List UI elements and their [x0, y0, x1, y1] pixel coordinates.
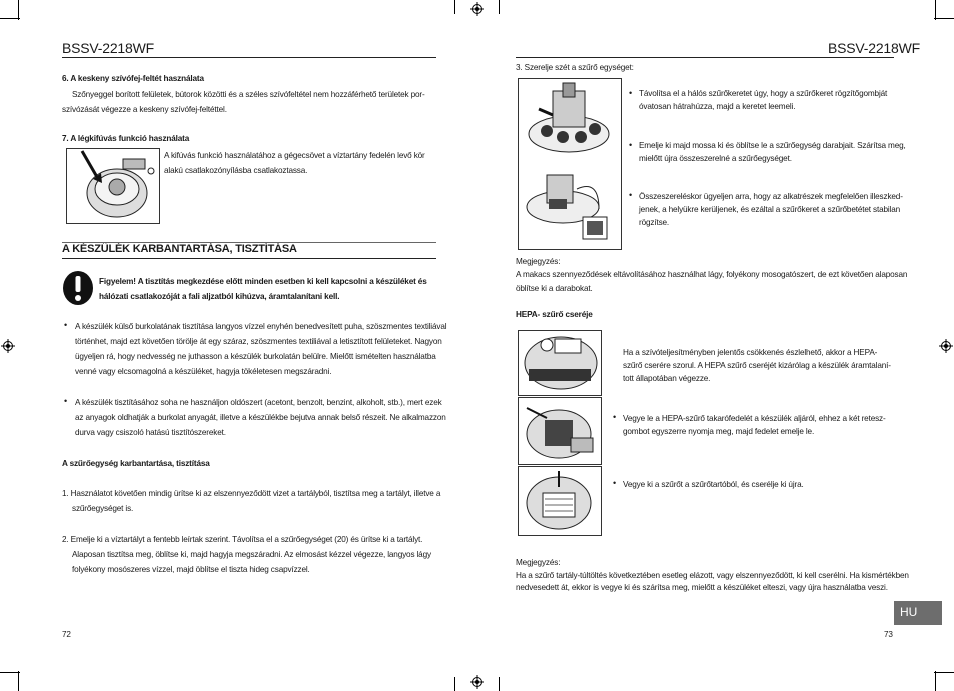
h1-line: szűrő cserére szorul. A HEPA szűrő cseréjét kizárólag a készülék áramtalaní-	[623, 361, 891, 370]
crop-mark	[454, 0, 455, 14]
filter-maintenance-title: A szűrőegység karbantartása, tisztítása	[62, 459, 210, 468]
crop-mark	[18, 671, 19, 691]
note-label: Megjegyzés:	[516, 257, 561, 266]
note1-line: A makacs szennyeződések eltávolításához használhat lágy, folyékony mosogatószert, de ezt követően alaposan	[516, 270, 908, 279]
note2-label: Megjegyzés:	[516, 558, 561, 567]
language-tab	[894, 601, 942, 625]
note1-line: öblítse ki a darabokat.	[516, 284, 593, 293]
h2-line: gombot egyszerre nyomja meg, majd fedelet emelje le.	[623, 427, 815, 436]
step2-line: 2. Emelje ki a víztartályt a fentebb leírtak szerint. Távolítsa el a szűrőegységet (20) és ürítse ki a tartályt.	[62, 535, 423, 544]
hepa-title: HEPA- szűrő cseréje	[516, 310, 593, 319]
hepa-illustration-2	[518, 397, 602, 465]
step2-line: Alaposan tisztítsa meg, öblítse ki, majd hagyja megszáradni. Az elmosást kézzel végezze, langyos lágy	[72, 550, 431, 559]
left-header-model: BSSV-2218WF	[62, 40, 154, 56]
crop-mark	[0, 18, 20, 19]
bullet: •	[629, 190, 633, 200]
b3-line: jenek, a helyükre kerüljenek, és ezáltal a szűrőkeret a szűrőbetétet stabilan	[639, 205, 901, 214]
step3: 3. Szerelje szét a szűrő egységet:	[516, 63, 634, 72]
bullet: •	[64, 320, 68, 330]
b2-line: mielőtt újra összeszerelné a szűrőegységet.	[639, 154, 792, 163]
bullet2-line: az anyagok oldhatják a burkolat anyagát, illetve a készülékbe bejutva annak belső részeit. Ne alkalmazzon	[75, 413, 446, 422]
warning-line: Figyelem! A tisztítás megkezdése előtt minden esetben ki kell kapcsolni a készüléket és	[99, 277, 427, 286]
s6-title: 6. A keskeny szívófej-feltét használata	[62, 74, 204, 83]
right-header-model: BSSV-2218WF	[828, 40, 920, 56]
registration-mark-icon	[470, 2, 484, 16]
registration-mark-icon	[1, 339, 15, 353]
registration-mark-icon	[470, 675, 484, 689]
note2-line: nedvesedett át, ekkor is vegye ki és szárítsa meg, mielőtt a készüléket elteszi, vagy újra használatba veszi.	[516, 583, 888, 592]
bullet: •	[64, 396, 68, 406]
crop-mark	[499, 0, 500, 14]
h1-line: Ha a szívóteljesítményben jelentős csökkenés észlelhető, akkor a HEPA-	[623, 348, 878, 357]
step1-line: szűrőegységet is.	[72, 504, 134, 513]
crop-mark	[934, 672, 954, 673]
filter-disassembly-illustration	[518, 78, 622, 250]
h2-line: Vegye le a HEPA-szűrő takarófedelét a készülék aljáról, ehhez a két retesz-	[623, 414, 886, 423]
crop-mark	[935, 671, 936, 691]
b1-line: Távolítsa el a hálós szűrőkeretet úgy, hogy a szűrőkeret rögzítőgombját	[639, 89, 888, 98]
crop-mark	[454, 677, 455, 691]
crop-mark	[18, 0, 19, 20]
step2-line: folyékony mosószeres vízzel, majd öblítse el tiszta hideg csapvízzel.	[72, 565, 310, 574]
registration-mark-icon	[939, 339, 953, 353]
b3-line: rögzítse.	[639, 218, 670, 227]
bullet: •	[629, 88, 633, 98]
s6-line: szívózását végezze a keskeny szívófej-feltéttel.	[62, 105, 227, 114]
step1-line: 1. Használatot követően mindig ürítse ki az elszennyeződött vizet a tartályból, tisztítsa meg a tartályt, illetve a	[62, 489, 441, 498]
hepa-illustration-1	[518, 330, 602, 396]
crop-mark	[499, 677, 500, 691]
s7-line: A kifúvás funkció használatához a gégecsövet a víztartány fedelén levő kör	[164, 151, 425, 160]
b3-line: Összeszereléskor ügyeljen arra, hogy az alkatrészek megfelelően illeszked-	[639, 192, 903, 201]
bullet: •	[629, 140, 633, 150]
note2-line: Ha a szűrő tartály-túltöltés következtében esetleg elázott, vagy elszennyeződött, ki kell cserélni. Ha kismértékben	[516, 571, 909, 580]
hepa-illustration-3	[518, 466, 602, 536]
bullet1-line: A készülék külső burkolatának tisztítása langyos vízzel enyhén benedvesített puha, szöszmentes textiliával	[75, 322, 447, 331]
bullet: •	[613, 412, 617, 422]
bullet1-line: történhet, majd ezt követően törölje át egy száraz, szöszmentes textiliával a letisztított felületeket. Nagyon	[75, 337, 442, 346]
h1-line: tott állapotában végezze.	[623, 374, 711, 383]
crop-mark	[0, 672, 20, 673]
left-header-rule	[62, 57, 436, 58]
right-page-number: 73	[884, 630, 893, 639]
h3-line: Vegye ki a szűrőt a szűrőtartóból, és cserélje ki újra.	[623, 480, 804, 489]
language-label: HU	[900, 605, 918, 619]
section-rule-top	[62, 242, 436, 243]
s7-line: alakú csatlakozónyílásba csatlakoztassa.	[164, 166, 308, 175]
b1-line: óvatosan hátrahúzza, majd a keretet leemeli.	[639, 102, 796, 111]
bullet2-line: durva vagy csiszoló hatású tisztítószereket.	[75, 428, 226, 437]
bullet2-line: A készülék tisztításához soha ne használjon oldószert (acetont, benzolt, benzint, alkoholt, stb.), mert ezek	[75, 398, 442, 407]
right-header-rule	[516, 57, 894, 58]
crop-mark	[934, 18, 954, 19]
section-rule-bottom	[62, 258, 436, 259]
warning-line: hálózati csatlakozóját a fali aljzatból kihúzva, áramtalanítani kell.	[99, 292, 340, 301]
b2-line: Emelje ki majd mossa ki és öblítse le a szűrőegység darabjait. Szárítsa meg,	[639, 141, 906, 150]
bullet1-line: venné vagy elcsomagolná a készüléket, hagyja tökéletesen megszáradni.	[75, 367, 332, 376]
bullet: •	[613, 478, 617, 488]
crop-mark	[935, 0, 936, 20]
blowing-function-illustration	[66, 148, 160, 224]
bullet1-line: ügyeljen rá, hogy nedvesség ne juthasson a készülék burkolatán belülre. Mielőtt ismételten használatba	[75, 352, 436, 361]
left-page-number: 72	[62, 630, 71, 639]
s7-title: 7. A légkifúvás funkció használata	[62, 134, 190, 143]
s6-line: Szőnyeggel borított felületek, bútorok közötti és a széles szívófeltétel nem hozzáférhető területek por-	[72, 90, 425, 99]
section-title: A KÉSZÜLÉK KARBANTARTÁSA, TISZTÍTÁSA	[62, 243, 297, 255]
warning-exclamation-icon	[62, 270, 94, 306]
